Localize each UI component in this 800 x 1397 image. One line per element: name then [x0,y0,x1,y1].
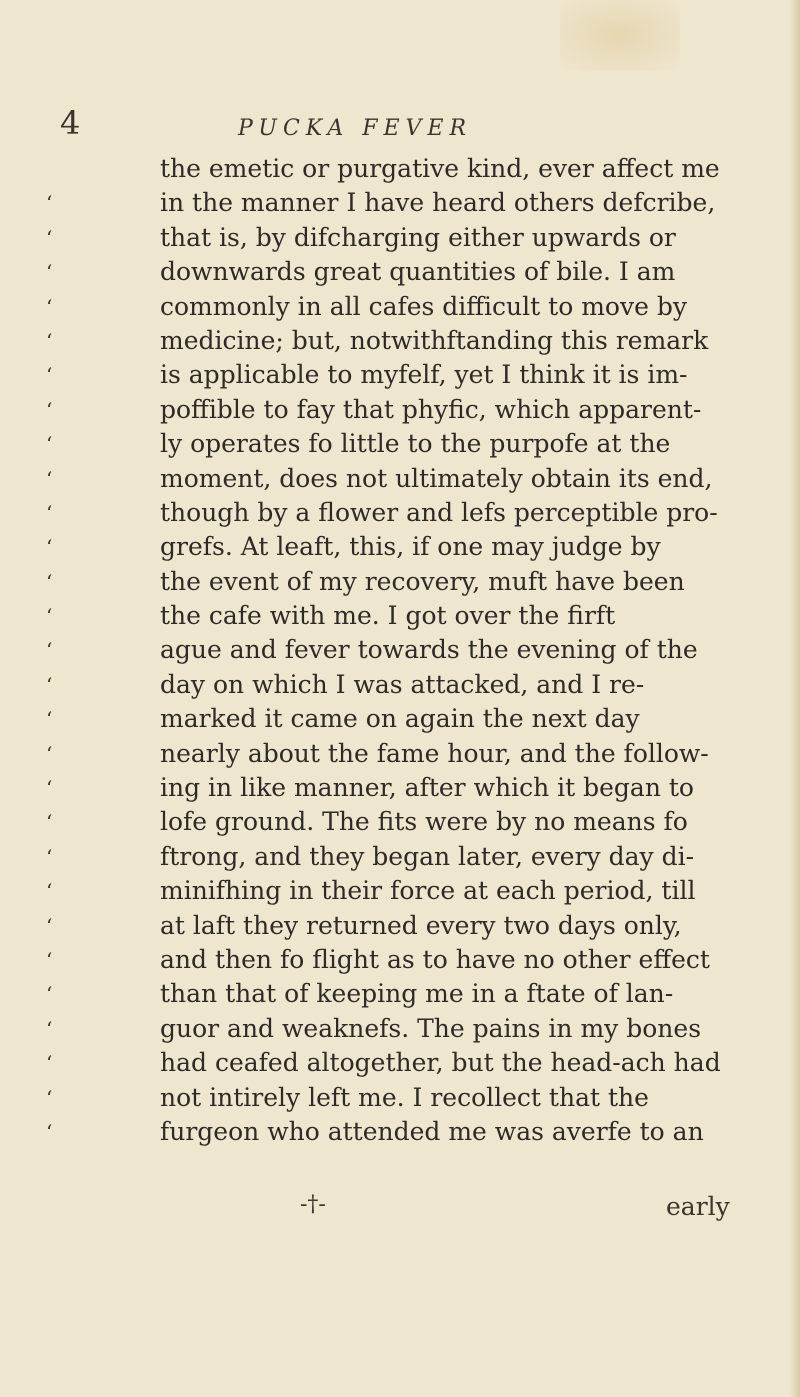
text-line [46,1012,766,1046]
text-line [46,805,766,839]
text-line [46,255,766,289]
line-text: at laft they returned every two days only, [160,910,682,940]
paper-stain [560,0,680,70]
page-number: 4 [60,104,81,142]
text-line [46,840,766,874]
quote-mark: ‘ [46,225,53,250]
quote-mark: ‘ [46,363,53,388]
line-text: not intirely left me. I recollect that the [160,1082,649,1112]
quote-mark: ‘ [46,1016,53,1041]
line-text: poffible to fay that phyfic, which apparent- [160,394,702,424]
text-line [46,324,766,358]
quote-mark: ‘ [46,294,53,319]
line-text: the cafe with me. I got over the firft [160,601,616,631]
line-text: the event of my recovery, muft have been [160,566,685,596]
catchword: early [666,1192,730,1221]
text-line [46,771,766,805]
line-text: though by a flower and lefs perceptible pro- [160,497,718,527]
running-head: PUCKA FEVER [238,116,473,141]
text-line [46,1046,766,1080]
quote-mark: ‘ [46,638,53,663]
text-line [46,358,766,392]
page-edge [790,0,800,1397]
line-text: furgeon who attended me was averfe to an [160,1116,704,1146]
text-line-0 [46,152,766,186]
line-text: the emetic or purgative kind, ever affect me [160,154,720,183]
signature-mark: -†- [300,1192,326,1217]
text-line [46,874,766,908]
quote-mark: ‘ [46,776,53,801]
line-text: that is, by difcharging either upwards or [160,222,676,252]
line-text: marked it came on again the next day [160,704,640,734]
quote-mark: ‘ [46,569,53,594]
quote-mark: ‘ [46,191,53,216]
line-text: nearly about the fame hour, and the follow- [160,738,709,768]
quote-mark: ‘ [46,397,53,422]
text-line [46,221,766,255]
quote-mark: ‘ [46,500,53,525]
quote-mark: ‘ [46,844,53,869]
text-line [46,633,766,667]
quote-mark: ‘ [46,328,53,353]
text-line [46,977,766,1011]
text-line [46,530,766,564]
line-text: than that of keeping me in a ftate of lan- [160,979,674,1009]
text-line [46,909,766,943]
line-text: ing in like manner, after which it began to [160,773,694,803]
line-text: medicine; but, notwithftanding this remark [160,325,709,355]
quote-mark: ‘ [46,982,53,1007]
quote-mark: ‘ [46,1051,53,1076]
line-text: moment, does not ultimately obtain its end, [160,463,713,493]
text-line [46,668,766,702]
quote-mark: ‘ [46,604,53,629]
quote-mark: ‘ [46,741,53,766]
text-line [46,1081,766,1115]
quoted-lines [46,186,766,1149]
line-text: day on which I was attacked, and I re- [160,669,645,699]
page-header [0,104,800,144]
line-text: minifhing in their force at each period, till [160,876,696,906]
quote-mark: ‘ [46,260,53,285]
quote-mark: ‘ [46,1119,53,1144]
text-line [46,737,766,771]
text-line [46,393,766,427]
line-text: had ceafed altogether, but the head-ach had [160,1048,721,1078]
quote-mark: ‘ [46,913,53,938]
line-text: grefs. At leaft, this, if one may judge by [160,532,661,562]
line-text: and then fo flight as to have no other effect [160,944,710,974]
quote-mark: ‘ [46,879,53,904]
line-text: is applicable to myfelf, yet I think it is im- [160,360,688,390]
quote-mark: ‘ [46,432,53,457]
line-text: commonly in all cafes difficult to move by [160,291,687,321]
quote-mark: ‘ [46,466,53,491]
quote-mark: ‘ [46,672,53,697]
line-text: in the manner I have heard others defcribe, [160,188,716,218]
quote-mark: ‘ [46,1085,53,1110]
text-line [46,599,766,633]
text-line [46,427,766,461]
line-text: ague and fever towards the evening of the [160,635,698,665]
line-text: guor and weaknefs. The pains in my bones [160,1013,702,1043]
line-text: lofe ground. The fits were by no means fo [160,807,688,837]
text-line [46,943,766,977]
text-line [46,290,766,324]
text-line [46,496,766,530]
text-line [46,186,766,220]
page-footer [0,1192,800,1232]
quote-mark: ‘ [46,535,53,560]
line-text: ftrong, and they began later, every day di- [160,841,695,871]
text-line [46,1115,766,1149]
quote-mark: ‘ [46,947,53,972]
text-line [46,462,766,496]
text-line [46,565,766,599]
line-text: ly operates fo little to the purpofe at the [160,429,671,459]
text-line [46,702,766,736]
quote-mark: ‘ [46,810,53,835]
quote-mark: ‘ [46,707,53,732]
line-text: downwards great quantities of bile. I am [160,257,676,287]
body-text [46,152,766,1149]
